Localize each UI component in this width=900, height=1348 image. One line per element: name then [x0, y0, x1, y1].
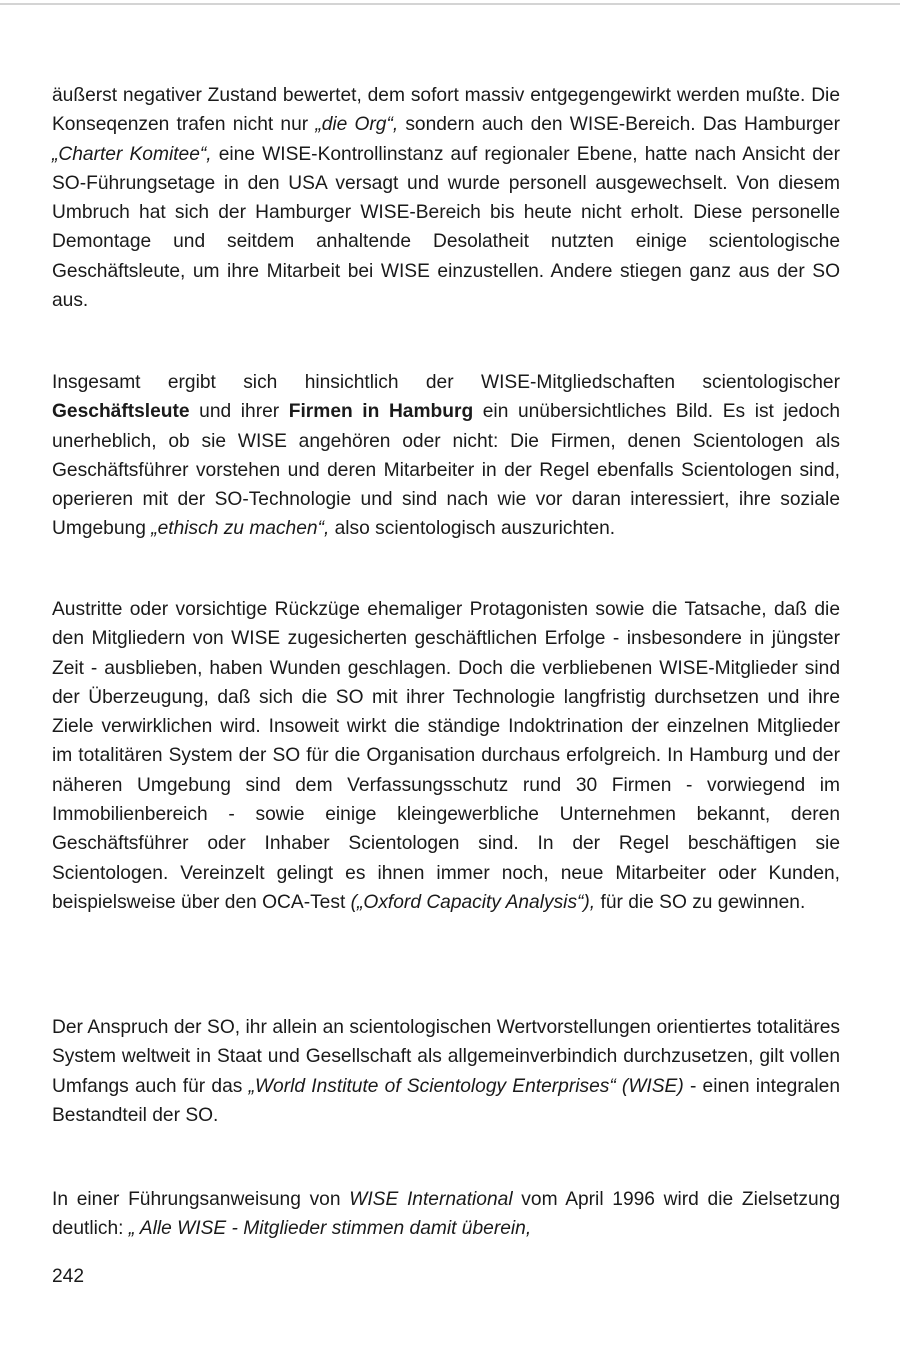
text-run-bold: Firmen in Hamburg: [288, 401, 474, 423]
text-run: äußerst negativer Zustand bewertet, dem sofort massiv entgegengewirkt werden mußte. Die Konseqenzen trafen nicht nur: [52, 85, 840, 136]
text-run: vom April 1996 wird die Zielsetzung deutlich:: [52, 1189, 840, 1240]
paragraph-text: [52, 595, 840, 917]
text-run: ein unübersichtliches Bild. Es ist jedoch unerheblich, ob sie WISE angehören oder nicht: Die Firmen, denen Scientologen als Geschäftsführer vorstehen und deren Mitarbeiter in der Regel ebenfalls Scientologen sind, operieren mit der SO-Technologie und sind nach wie vor daran interessiert, ihre soziale Umgebung: [52, 401, 841, 540]
text-run: Austritte oder vorsichtige Rückzüge ehemaliger Protagonisten sowie die Tatsache, daß die den Mitgliedern von WISE zugesicherten geschäftlichen Erfolge - insbesondere in jüngster Zeit - ausblieben, haben Wunden geschlagen. Doch die verbliebenen WISE-Mitglieder sind der Überzeugung, daß sich die SO mit ihrer Technologie langfristig durchsetzen und ihre Ziele verwirklichen wird. Insoweit wirkt die ständige Indoktrination der einzelnen Mitglieder im totalitären System der SO für die Organisation durchaus erfolgreich. In Hamburg und der näheren Umgebung sind dem Verfassungsschutz rund 30 Firmen - vorwiegend im Immobilienbereich - sowie einige kleingewerbliche Unternehmen bekannt, deren Geschäftsführer oder Inhaber Scientologen sind. In der Regel beschäftigen sie Scientologen. Vereinzelt gelingt es ihnen immer noch, neue Mitarbeiter oder Kunden, beispielsweise über den OCA-Test: [52, 599, 840, 913]
paragraph-text: [52, 1013, 840, 1130]
paragraph-wise-memberships: [52, 368, 840, 544]
paragraph-withdrawals-and-firms: [52, 595, 840, 917]
text-run-bold: Geschäftsleute: [52, 401, 190, 423]
text-run: Insgesamt ergibt sich hinsichtlich der WISE-Mitgliedschaften scientologischer: [52, 372, 840, 393]
text-run-italic: „die Org“,: [315, 114, 399, 136]
text-run: sondern auch den WISE-Bereich. Das Hamburger: [398, 114, 840, 136]
page-number: 242: [52, 1266, 85, 1287]
text-run-italic: „ Alle WISE - Mitglieder stimmen damit überein,: [128, 1218, 532, 1240]
text-run-italic: WISE International: [349, 1189, 513, 1210]
text-run-italic: („Oxford Capacity Analysis“),: [350, 891, 596, 913]
paragraph-text: [52, 81, 840, 315]
top-edge-divider: [0, 3, 900, 5]
paragraph-wise-hamburg-upheaval: [52, 81, 840, 315]
text-run: also scientologisch auszurichten.: [329, 518, 616, 540]
text-run-italic: „Charter Komitee“,: [52, 143, 212, 165]
text-run-italic: „World Institute of Scientology Enterprises“ (WISE): [248, 1075, 684, 1097]
paragraph-text: [52, 368, 840, 544]
paragraph-so-claim: [52, 1013, 840, 1130]
paragraph-text: [52, 1185, 840, 1244]
text-run: eine WISE-Kontrollinstanz auf regionaler Ebene, hatte nach Ansicht der SO-Führungsetage in den USA versagt und wurde personell ausgewechselt. Von diesem Umbruch hat sich der Hamburger WISE-Bereich bis heute nicht erholt. Diese personelle Demontage und seitdem anhaltende Desolatheit nutzten einige scientologische Geschäftsleute, um ihre Mitarbeit bei WISE einzustellen. Andere stiegen ganz aus der SO aus.: [52, 143, 840, 312]
text-run: und ihrer: [189, 401, 289, 423]
paragraph-leadership-directive: [52, 1185, 840, 1244]
text-run-italic: „ethisch zu machen“,: [151, 518, 330, 540]
text-run: In einer Führungsanweisung von: [52, 1189, 350, 1210]
text-run: Der Anspruch der SO, ihr allein an scientologischen Wertvorstellungen orientiertes totalitäres System weltweit in Staat und Gesellschaft als allgemeinverbindich durchzusetzen, gilt vollen Umfangs auch für das: [52, 1017, 840, 1097]
text-run: für die SO zu gewinnen.: [595, 891, 806, 913]
text-run: - einen integralen Bestandteil der SO.: [52, 1075, 840, 1126]
